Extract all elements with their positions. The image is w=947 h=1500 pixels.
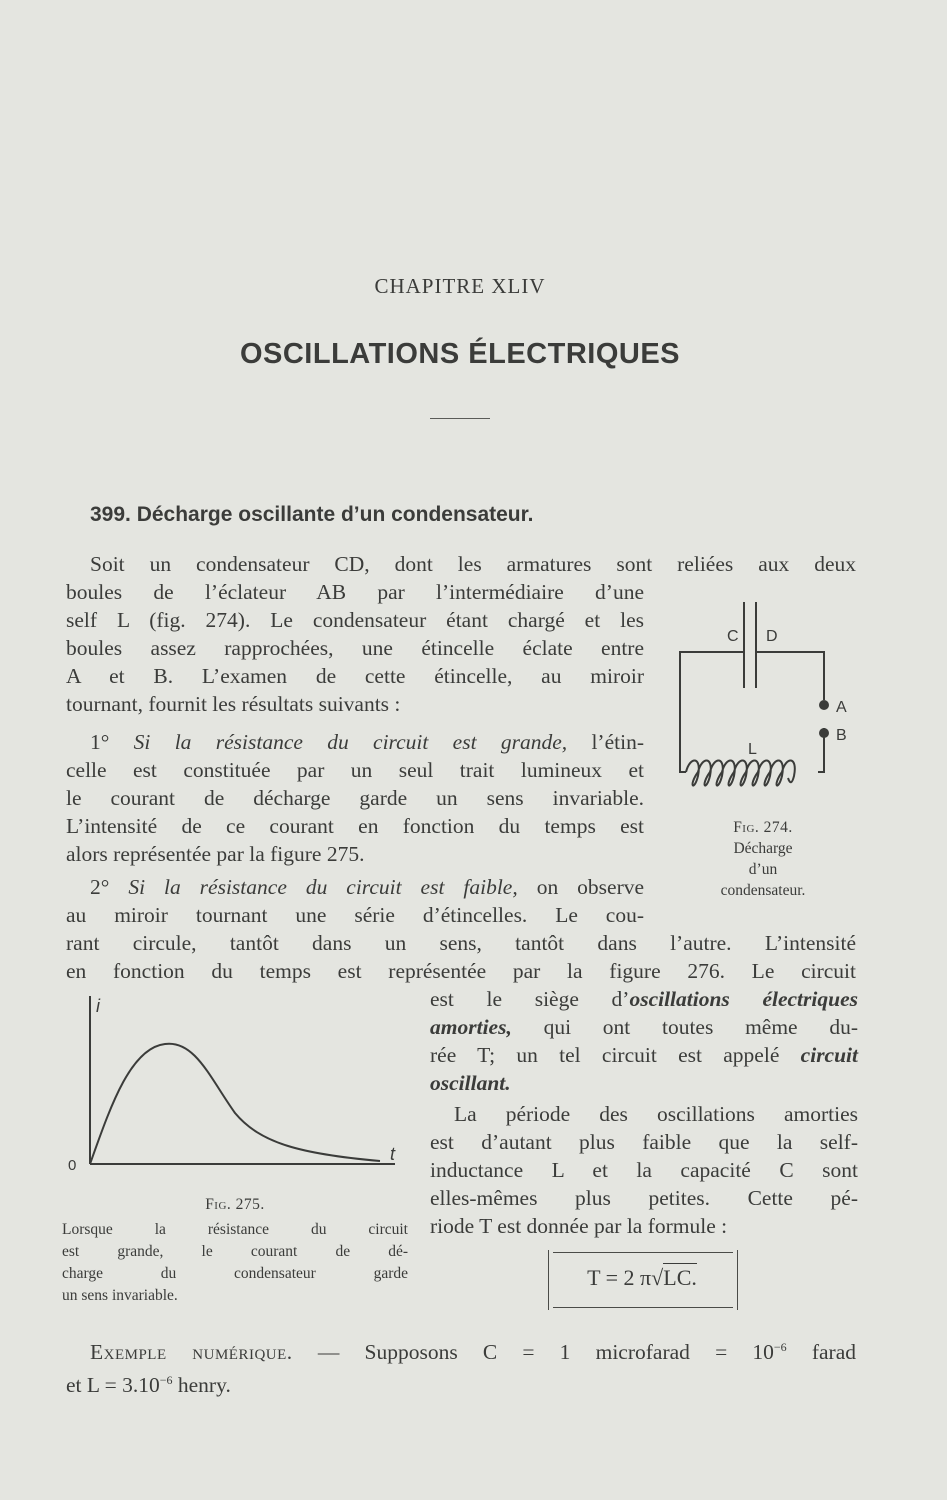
fig-275-graph (60, 988, 410, 1178)
caption-line: un sens invariable. (62, 1287, 178, 1304)
list-number: 2° (90, 875, 110, 899)
radicand: LC. (663, 1265, 697, 1290)
fig-275-caption (62, 1219, 408, 1307)
text-span: rée T; un tel circuit est appelé (430, 1043, 780, 1067)
italic-phrase: Si la résistance du circuit est faible, (128, 875, 518, 899)
text-span: farad (811, 1340, 856, 1365)
text-line (430, 985, 858, 1013)
text-line: boules assez rapprochées, une étincelle éclate entre (66, 636, 644, 660)
label-b: B (836, 727, 847, 744)
text-line (66, 728, 644, 756)
text-line: boules de l’éclateur AB par l’intermédiaire d’une (66, 580, 644, 604)
text-line: Soit un condensateur CD, dont les armatures sont reliées aux deux (90, 552, 856, 576)
label-l: L (748, 741, 757, 758)
emphasis-term: circuit (800, 1043, 859, 1067)
section-heading: 399. Décharge oscillante d’un condensateur. (90, 503, 534, 526)
axis-label-i: i (96, 996, 100, 1016)
caption-line: Décharge (733, 840, 793, 857)
text-span: qui ont toutes même du- (543, 1015, 858, 1039)
formula-lhs: T = 2 π (587, 1265, 652, 1290)
emphasis-term: oscillations électriques (629, 987, 858, 1011)
text-line (66, 1333, 856, 1366)
emphasis-term: amorties, (430, 1015, 512, 1039)
text-line: inductance L et la capacité C sont (430, 1158, 858, 1182)
caption-line: charge du condensateur garde (62, 1265, 408, 1282)
text-line: L’intensité de ce courant en fonction du temps est (66, 814, 644, 838)
text-span: henry. (177, 1373, 231, 1398)
chapter-heading: CHAPITRE XLIV (374, 274, 546, 298)
exponent: −6 (159, 1373, 173, 1388)
text-line: en fonction du temps est représentée par la figure 276. Le circuit (66, 959, 856, 983)
caption-line: condensateur. (720, 882, 806, 899)
text-line (66, 873, 644, 901)
text-line: riode T est donnée par la formule : (430, 1214, 728, 1238)
text-span: est le siège d’ (430, 987, 630, 1011)
wire-right-top (756, 652, 824, 700)
numeric-example (66, 1333, 856, 1399)
text-line: A et B. L’examen de cette étincelle, au miroir (66, 664, 644, 688)
title-rule (430, 418, 490, 419)
paragraph-2 (66, 728, 644, 868)
origin-label: 0 (68, 1157, 77, 1174)
italic-phrase: Si la résistance du circuit est grande, (133, 730, 568, 754)
text-line: est d’autant plus faible que la self- (430, 1130, 858, 1154)
wire-left (680, 652, 744, 772)
caption-line: est grande, le courant de dé- (62, 1243, 408, 1260)
paragraph-3-wrap (430, 985, 858, 1097)
axis-label-t: t (390, 1144, 396, 1164)
paragraph-4 (430, 1100, 858, 1240)
text-line: alors représentée par la figure 275. (66, 842, 365, 866)
text-line (66, 1366, 856, 1399)
text-line: celle est constituée par un seul trait lumineux et (66, 758, 644, 782)
label-c: C (727, 628, 739, 645)
text-line: rant circule, tantôt dans un sens, tantôt dans l’autre. L’intensité (66, 931, 856, 955)
formula (548, 1265, 736, 1291)
text-line (430, 1013, 858, 1041)
text-line: oscillant. (430, 1071, 511, 1095)
text-line: le courant de décharge garde un sens invariable. (66, 786, 644, 810)
spark-ball-b (819, 728, 829, 738)
exponent: −6 (773, 1340, 787, 1354)
list-number: 1° (90, 730, 110, 754)
fig-274-caption (688, 817, 838, 901)
text-line: self L (fig. 274). Le condensateur étant chargé et les (66, 608, 644, 632)
current-curve (90, 1044, 380, 1164)
text-span: on observe (536, 875, 645, 899)
caption-line: d’un (748, 861, 778, 878)
caption-title: Fig. 274. (733, 819, 793, 836)
text-span: l’étin- (591, 730, 644, 754)
text-line: tournant, fournit les résultats suivants : (66, 692, 401, 716)
caption-title: Fig. 275. (205, 1196, 265, 1213)
text-line (430, 1041, 858, 1069)
self-coil (686, 760, 795, 785)
fig-274-circuit (668, 596, 868, 806)
sqrt-sign: √ (651, 1265, 664, 1290)
fig-275-caption-title (62, 1194, 408, 1215)
example-label: Exemple numérique. (90, 1340, 293, 1365)
text-span: — Supposons C = 1 microfarad = 10 (317, 1340, 774, 1365)
caption-line: Lorsque la résistance du circuit (62, 1221, 408, 1238)
chapter-title: OSCILLATIONS ÉLECTRIQUES (239, 338, 681, 370)
text-line: La période des oscillations amorties (454, 1102, 858, 1126)
spark-ball-a (819, 700, 829, 710)
label-a: A (836, 699, 847, 716)
text-span: et L = 3.10 (66, 1373, 160, 1398)
label-d: D (766, 628, 778, 645)
text-line: au miroir tournant une série d’étincelles. Le cou- (66, 903, 644, 927)
text-line: elles-mêmes plus petites. Cette pé- (430, 1186, 858, 1210)
